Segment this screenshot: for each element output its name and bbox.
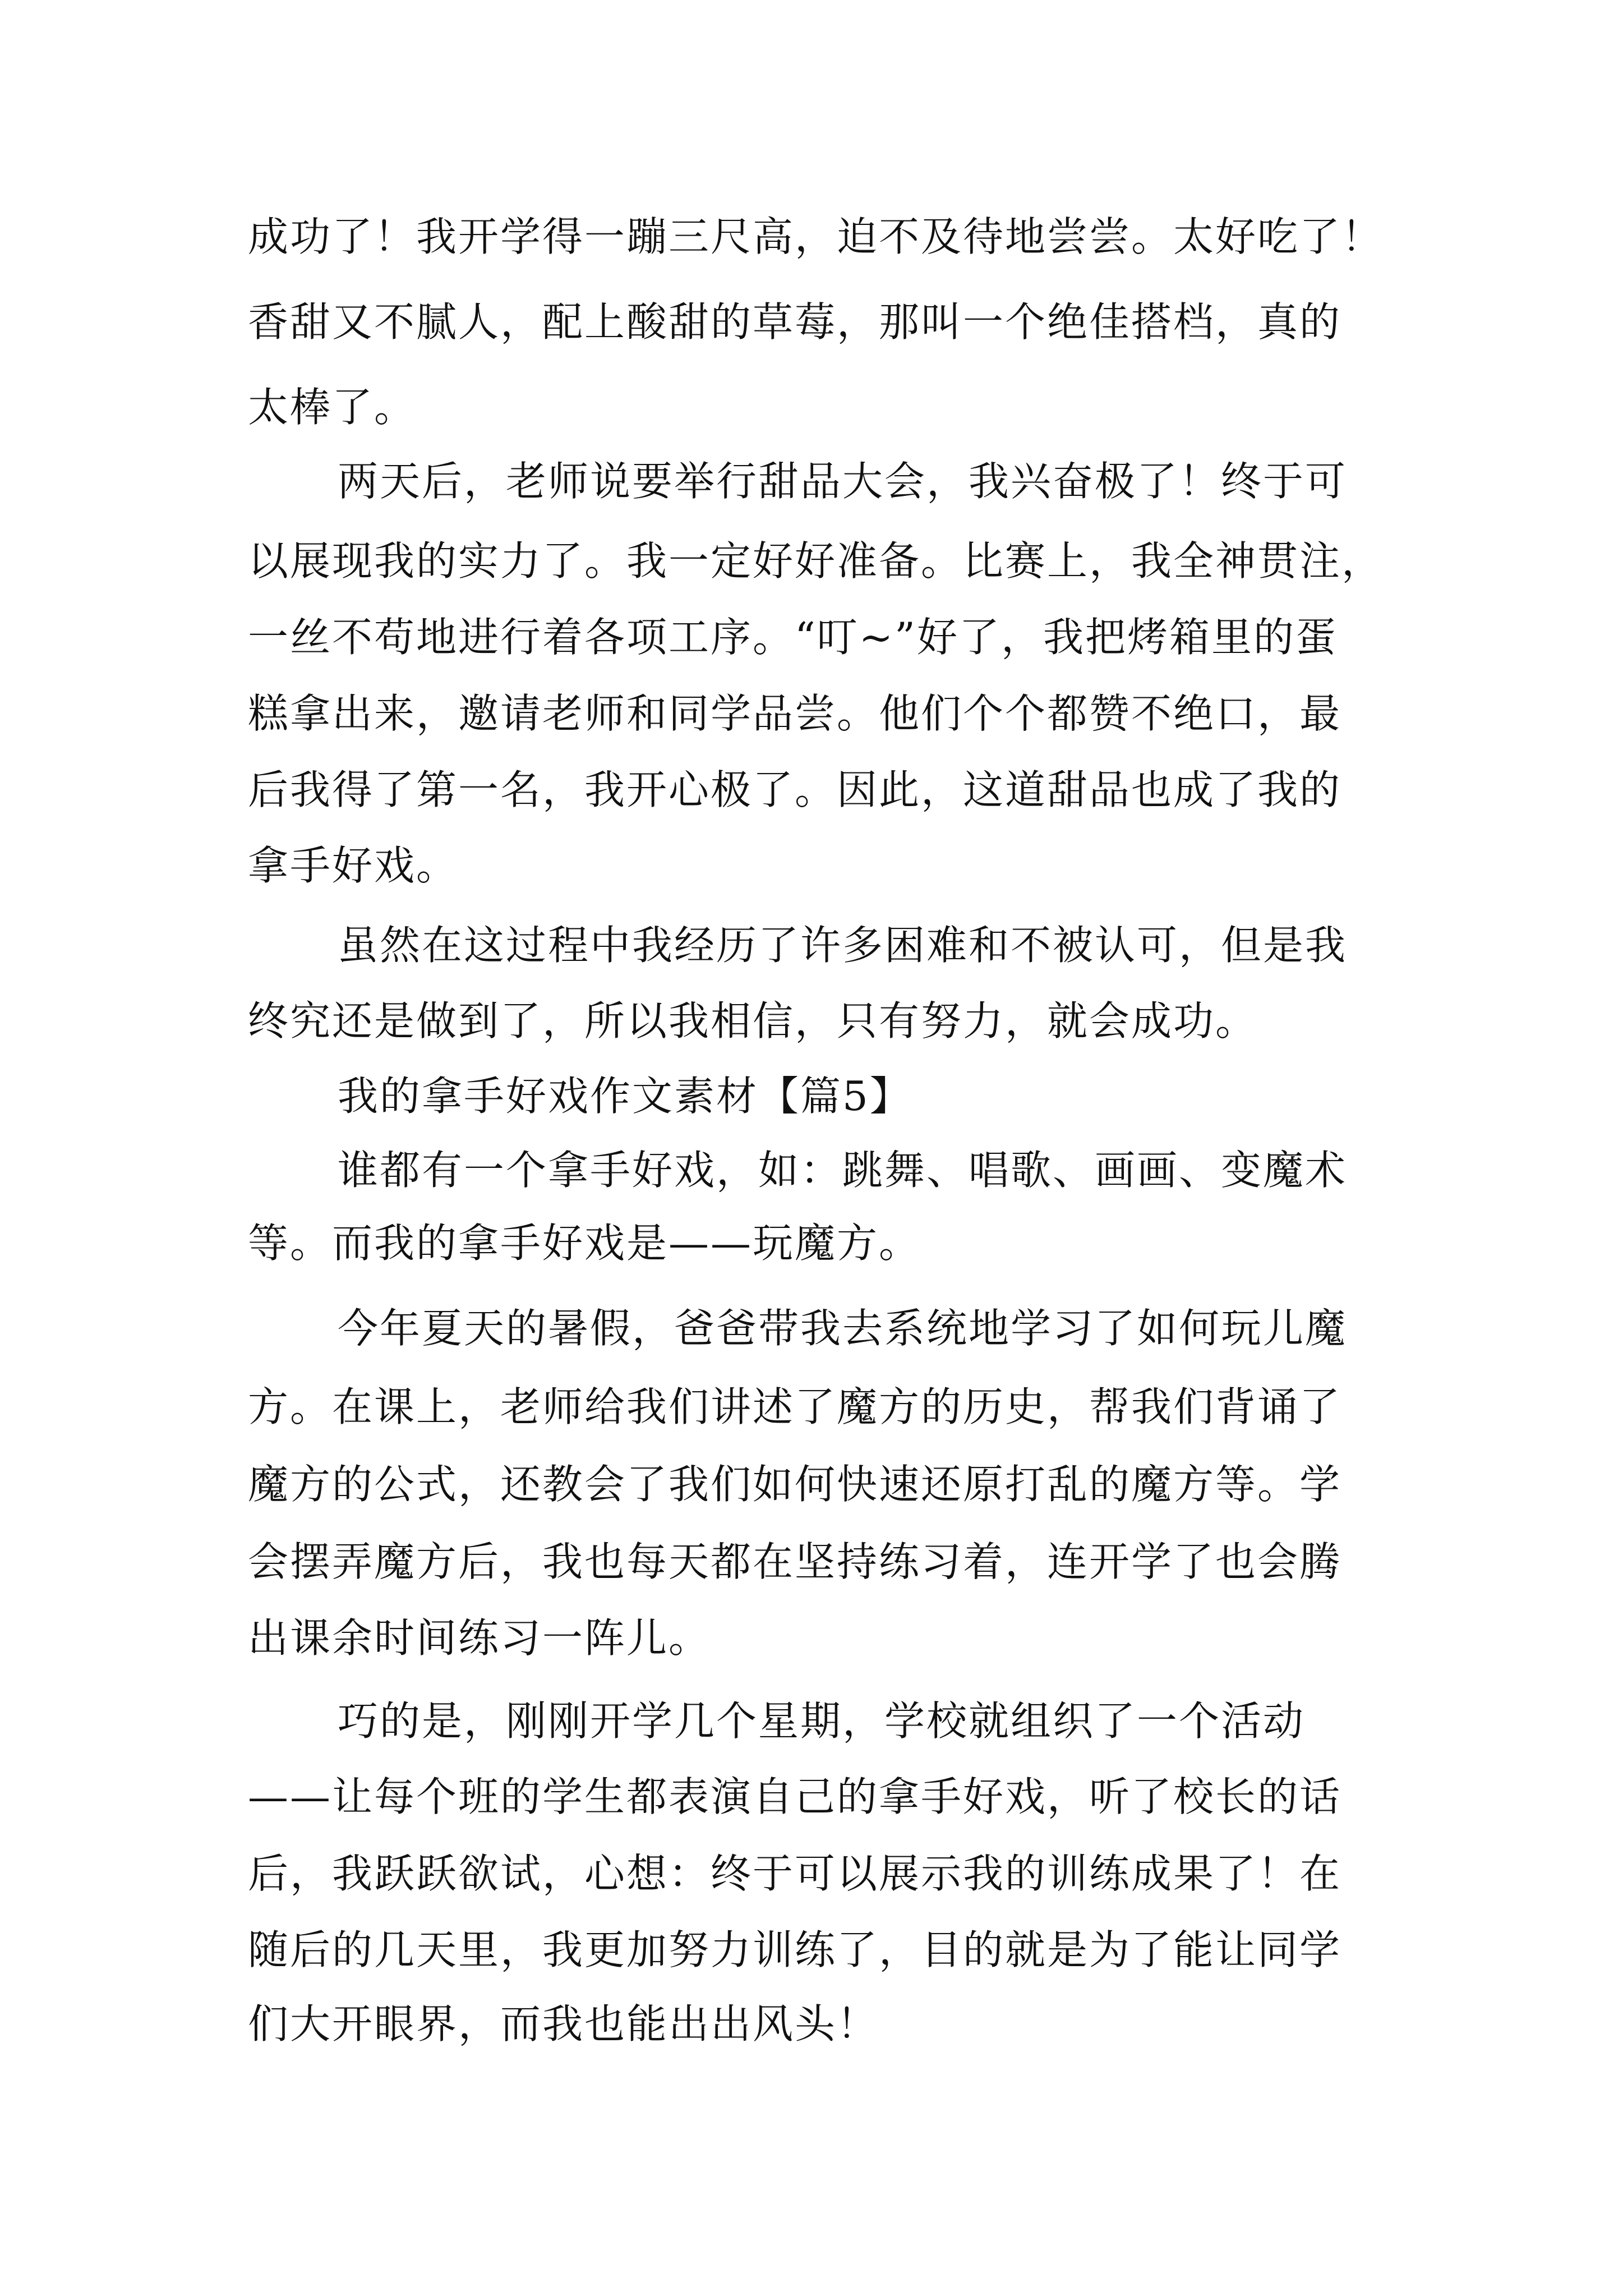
text-line: 方。在课上，老师给我们讲述了魔方的历史，帮我们背诵了 <box>248 1383 1342 1430</box>
text-line: 后，我跃跃欲试，心想：终于可以展示我的训练成果了！在 <box>248 1850 1342 1897</box>
text-line: 们大开眼界，而我也能出出风头！ <box>248 2000 879 2047</box>
paragraph-start-line: 巧的是，刚刚开学几个星期，学校就组织了一个活动 <box>338 1697 1306 1745</box>
text-line: 香甜又不腻人，配上酸甜的草莓，那叫一个绝佳搭档，真的 <box>248 298 1342 346</box>
text-line: 糕拿出来，邀请老师和同学品尝。他们个个都赞不绝口，最 <box>248 690 1342 737</box>
text-line: 成功了！我开学得一蹦三尺高，迫不及待地尝尝。太好吃了！ <box>248 213 1384 260</box>
paragraph-start-line: 两天后，老师说要举行甜品大会，我兴奋极了！终于可 <box>338 458 1348 505</box>
text-line: 出课余时间练习一阵儿。 <box>248 1614 711 1662</box>
text-line: 会摆弄魔方后，我也每天都在坚持练习着，连开学了也会腾 <box>248 1538 1342 1585</box>
paragraph-start-line: 虽然在这过程中我经历了许多困难和不被认可，但是我 <box>338 922 1348 969</box>
text-line: 终究还是做到了，所以我相信，只有努力，就会成功。 <box>248 997 1258 1045</box>
text-line: 魔方的公式，还教会了我们如何快速还原打乱的魔方等。学 <box>248 1461 1342 1508</box>
text-line: 后我得了第一名，我开心极了。因此，这道甜品也成了我的 <box>248 766 1342 813</box>
text-line: 以展现我的实力了。我一定好好准备。比赛上，我全神贯注， <box>248 537 1384 585</box>
paragraph-start-line: 谁都有一个拿手好戏，如：跳舞、唱歌、画画、变魔术 <box>338 1147 1348 1194</box>
text-line: 一丝不苟地进行着各项工序。“叮~”好了，我把烤箱里的蛋 <box>248 614 1338 661</box>
text-line: ——让每个班的学生都表演自己的拿手好戏，听了校长的话 <box>248 1773 1342 1820</box>
paragraph-start-line: 今年夏天的暑假，爸爸带我去系统地学习了如何玩儿魔 <box>338 1305 1348 1352</box>
text-line: 等。而我的拿手好戏是——玩魔方。 <box>248 1220 921 1267</box>
text-line: 随后的几天里，我更加努力训练了，目的就是为了能让同学 <box>248 1926 1342 1973</box>
section-heading: 我的拿手好戏作文素材【篇5】 <box>338 1073 912 1120</box>
text-line: 拿手好戏。 <box>248 842 459 889</box>
text-line: 太棒了。 <box>248 384 417 431</box>
